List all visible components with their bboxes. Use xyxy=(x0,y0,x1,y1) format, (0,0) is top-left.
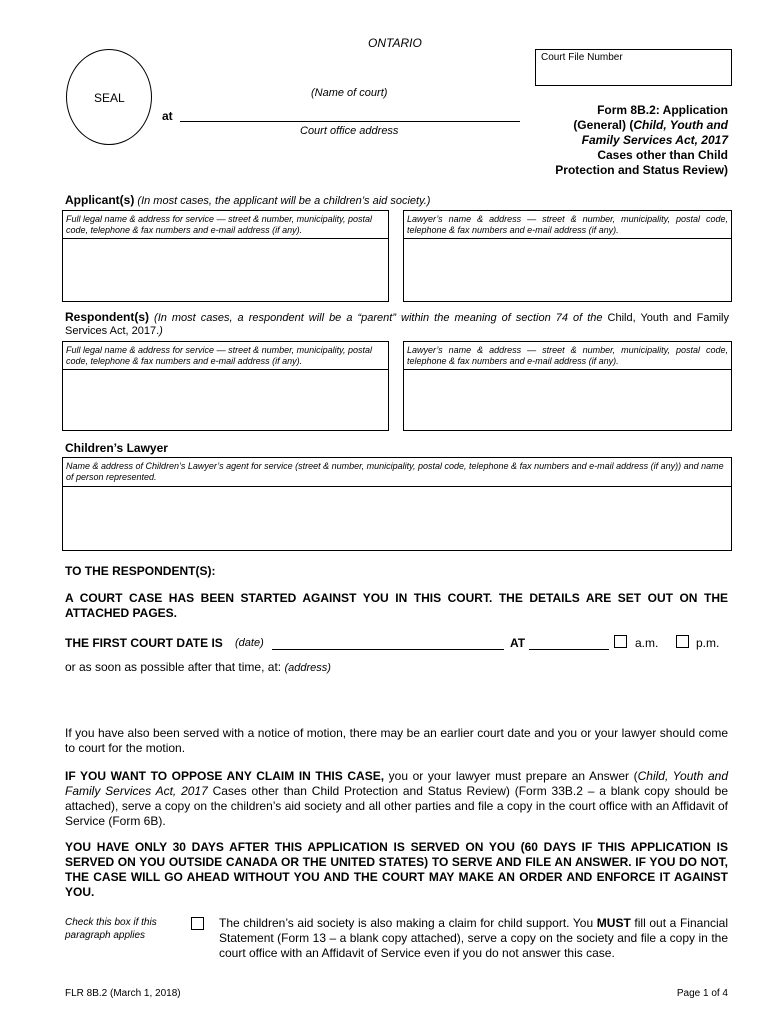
am-label: a.m. xyxy=(635,636,659,650)
applicant-lawyer-label: Lawyer’s name & address — street & number, municipality, postal code, telephone & fax numbers and e-mail address (if any). xyxy=(407,214,728,235)
divider xyxy=(63,238,388,239)
court-file-number-label: Court File Number xyxy=(541,52,623,63)
divider xyxy=(63,486,731,487)
respondents-note-italic: (In most cases, a respondent will be a “parent” within the meaning of section 74 of the xyxy=(154,312,603,324)
notice-of-motion: If you have also been served with a notice of motion, there may be an earlier court date and you or your lawyer should come to court for the motion. xyxy=(65,726,728,755)
or-as-soon: or as soon as possible after that time, at: xyxy=(65,660,282,674)
to-respondents: TO THE RESPONDENT(S): xyxy=(65,564,216,578)
applicants-note: (In most cases, the applicant will be a children’s aid society.) xyxy=(137,195,431,207)
at-label: at xyxy=(162,109,173,123)
court-office-address-label: Court office address xyxy=(300,125,399,137)
childrens-lawyer-label: Name & address of Children’s Lawyer’s agent for service (street & number, municipality, postal code, telephone & fax numbers and e-mail address (if any)) and name of person represented. xyxy=(66,461,724,482)
first-court-date-label: THE FIRST COURT DATE IS xyxy=(65,636,223,650)
check-hint: Check this box if this paragraph applies xyxy=(65,917,157,941)
respondent-address-box[interactable] xyxy=(62,341,389,431)
divider xyxy=(404,238,731,239)
divider xyxy=(63,369,388,370)
oppose-paragraph: IF YOU WANT TO OPPOSE ANY CLAIM IN THIS CASE, you or your lawyer must prepare an Answer (Child, Youth and Family Services Act, 2017 Cases other than Child Protection and Status Review) (Form 33B.2 – a blank copy should be attached), serve a copy on the children’s aid society and all other parties and file a copy in the court office with an Affidavit of Service (Form 6B). xyxy=(65,769,729,828)
form-title-line1: Form 8B.2: Application xyxy=(597,103,728,117)
or-as-soon-row xyxy=(65,660,331,674)
am-checkbox[interactable] xyxy=(614,635,627,648)
childrens-lawyer-box[interactable] xyxy=(62,457,732,551)
respondent-lawyer-label: Lawyer’s name & address — street & number, municipality, postal code, telephone & fax numbers and e-mail address (if any). xyxy=(407,345,728,366)
applicants-heading-row xyxy=(65,193,430,207)
divider xyxy=(404,369,731,370)
respondents-heading: Respondent(s) xyxy=(65,310,149,324)
form-title-line2: (General) (Child, Youth and xyxy=(573,118,728,132)
applicant-lawyer-box[interactable] xyxy=(403,210,732,302)
form-title-line5: Protection and Status Review) xyxy=(555,163,728,177)
child-support-checkbox[interactable] xyxy=(191,917,204,930)
respondents-note-plain: Child, Youth and Family Services Act, 2017. xyxy=(65,312,729,337)
first-court-date-row xyxy=(65,636,735,654)
court-case-started: A COURT CASE HAS BEEN STARTED AGAINST YOU IN THIS COURT. THE DETAILS ARE SET OUT ON THE ATTACHED PAGES. xyxy=(65,591,728,620)
address-hint: (address) xyxy=(284,662,331,674)
date-line[interactable] xyxy=(272,649,504,650)
respondents-heading-row: Respondent(s) (In most cases, a respondent will be a “parent” within the meaning of section 74 of the Child, Youth and Family Services Act, 2017.) xyxy=(65,310,729,337)
thirty-days-warning: YOU HAVE ONLY 30 DAYS AFTER THIS APPLICATION IS SERVED ON YOU (60 DAYS IF THIS APPLICATION IS SERVED ON YOU OUTSIDE CANADA OR THE UNITED STATES) TO SERVE AND FILE AN ANSWER. IF YOU DO NOT, THE CASE WILL GO AHEAD WITHOUT YOU AND THE COURT MAY MAKE AN ORDER AND ENFORCE IT AGAINST YOU. xyxy=(65,840,728,899)
date-hint: (date) xyxy=(235,637,264,649)
applicant-address-label: Full legal name & address for service — street & number, municipality, postal code, telephone & fax numbers and e-mail address (if any). xyxy=(66,214,372,235)
childrens-lawyer-heading: Children’s Lawyer xyxy=(65,441,168,455)
pm-checkbox[interactable] xyxy=(676,635,689,648)
court-office-address-line[interactable] xyxy=(180,121,520,122)
child-support-paragraph: The children’s aid society is also making a claim for child support. You MUST fill out a Financial Statement (Form 13 – a blank copy attached), serve a copy on the society and file a copy in the court office with an Affidavit of Service even if you do not answer this case. xyxy=(219,916,729,960)
pm-label: p.m. xyxy=(696,636,720,650)
seal-label: SEAL xyxy=(94,91,125,105)
court-file-number-field[interactable] xyxy=(535,49,732,86)
name-of-court-label: (Name of court) xyxy=(311,87,388,99)
form-title-line4: Cases other than Child xyxy=(597,148,728,162)
respondent-address-label: Full legal name & address for service — street & number, municipality, postal code, telephone & fax numbers and e-mail address (if any). xyxy=(66,345,372,366)
applicant-address-box[interactable] xyxy=(62,210,389,302)
applicants-heading: Applicant(s) xyxy=(65,193,135,207)
form-title-line3: Family Services Act, 2017 xyxy=(581,133,728,147)
respondent-lawyer-box[interactable] xyxy=(403,341,732,431)
jurisdiction: ONTARIO xyxy=(368,36,422,50)
footer-form-id: FLR 8B.2 (March 1, 2018) xyxy=(65,988,181,999)
time-at-label: AT xyxy=(510,636,526,650)
time-line[interactable] xyxy=(529,649,609,650)
form-title xyxy=(488,103,728,178)
footer-page-number: Page 1 of 4 xyxy=(676,988,728,999)
